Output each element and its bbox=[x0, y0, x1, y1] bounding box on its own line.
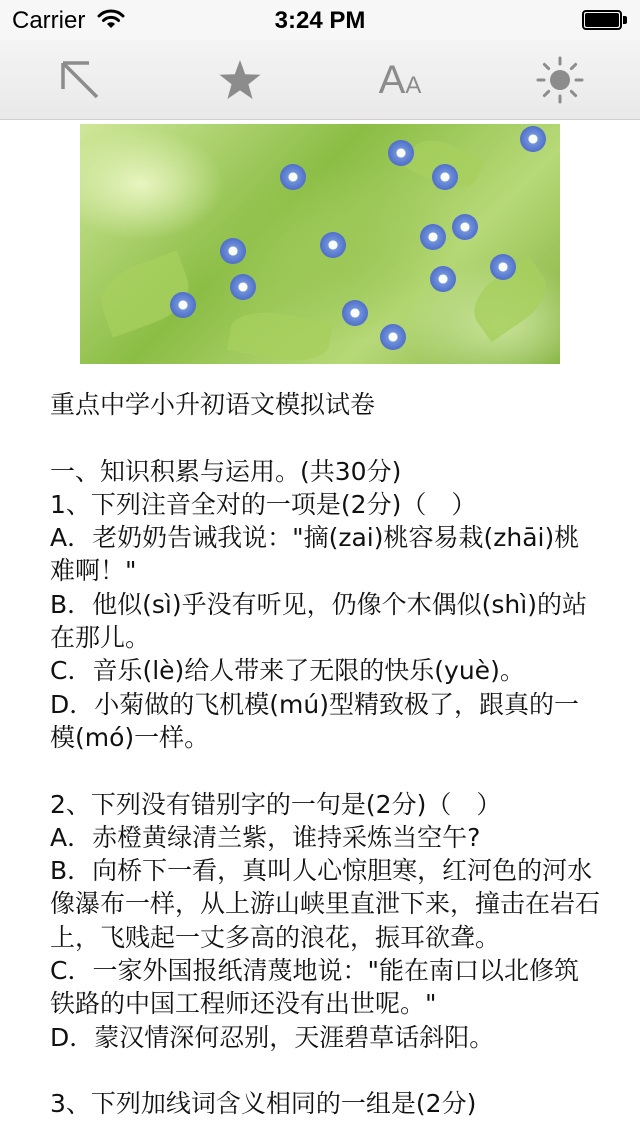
carrier-label: Carrier bbox=[12, 7, 86, 34]
font-size-icon: AA bbox=[378, 57, 422, 102]
status-bar bbox=[0, 0, 640, 40]
status-time: 3:24 PM bbox=[274, 7, 366, 34]
question-3: 3、下列加线词含义相同的一组是(2分) bbox=[50, 1089, 477, 1119]
question-1: 1、下列注音全对的一项是(2分)（ ） bbox=[50, 489, 477, 519]
question-2-option-b: B．向桥下一看，真叫人心惊胆寒，红河色的河水像瀑布一样，从上游山峡里直泄下来，撞击在岩石上，飞贱起一丈多高的浪花，振耳欲聋。 bbox=[50, 856, 601, 952]
article-hero-image bbox=[80, 124, 560, 364]
star-icon bbox=[218, 59, 262, 101]
question-2: 2、下列没有错别字的一句是(2分)（ ） bbox=[50, 789, 502, 819]
font-size-button[interactable] bbox=[370, 50, 430, 110]
favorite-button[interactable] bbox=[210, 50, 270, 110]
arrow-up-left-icon bbox=[59, 59, 101, 101]
reader-toolbar bbox=[0, 40, 640, 120]
back-button[interactable] bbox=[50, 50, 110, 110]
question-1-option-c: C．音乐(lè)给人带来了无限的快乐(yuè)。 bbox=[50, 656, 525, 686]
question-2-option-a: A．赤橙黄绿清兰紫，谁持采炼当空午? bbox=[50, 822, 481, 852]
question-1-option-d: D．小菊做的飞机模(mú)型精致极了，跟真的一模(mó)一样。 bbox=[50, 689, 579, 752]
brightness-button[interactable] bbox=[530, 50, 590, 110]
article-content bbox=[50, 388, 600, 1121]
question-2-option-d: D．蒙汉情深何忍别，天涯碧草话斜阳。 bbox=[50, 1022, 495, 1052]
question-1-option-b: B．他似(sì)乎没有听见，仍像个木偶似(shì)的站在那儿。 bbox=[50, 589, 587, 653]
brightness-icon bbox=[536, 56, 584, 104]
section-heading: 一、知识积累与运用。(共30分) bbox=[50, 456, 402, 486]
question-2-option-c: C．一家外国报纸清蔑地说："能在南口以北修筑铁路的中国工程师还没有出世呢。" bbox=[50, 956, 579, 1019]
battery-icon bbox=[582, 10, 628, 30]
article-title: 重点中学小升初语文模拟试卷 bbox=[50, 390, 376, 419]
question-1-option-a: A．老奶奶告诫我说："摘(zai)桃容易栽(zhāi)桃难啊！" bbox=[50, 523, 580, 586]
